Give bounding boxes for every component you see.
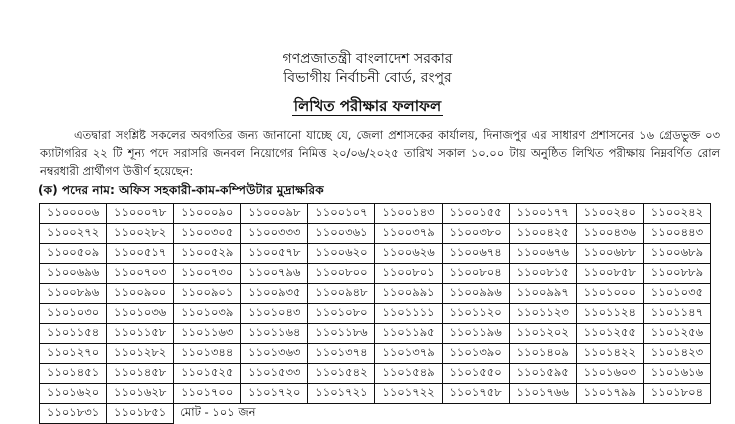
roll-number-cell: ১১০০৫১৭ (107, 244, 174, 264)
roll-number-cell: ১১০০৯৯৭ (509, 284, 576, 304)
roll-number-table (39, 203, 711, 424)
roll-number-cell: ১১০১১৬৩ (174, 324, 241, 344)
roll-number-cell: ১১০০৬২০ (308, 244, 375, 264)
roll-number-cell: ১১০১১৫৮ (107, 324, 174, 344)
roll-number-cell: ১১০০০৯৮ (241, 204, 308, 224)
roll-number-cell: ১১০১২৭০ (40, 344, 107, 364)
roll-number-cell: ১১০০২৮২ (107, 224, 174, 244)
roll-number-cell: ১১০১৫৩৩ (241, 364, 308, 384)
roll-number-cell: ১১০০৮৫৮ (576, 264, 643, 284)
roll-number-cell: ১১০১৫২৫ (174, 364, 241, 384)
roll-number-cell: ১১০১৭৯৯ (576, 384, 643, 404)
roll-number-cell: ১১০০৫২৯ (174, 244, 241, 264)
roll-number-cell: ১১০০৬৯৬ (40, 264, 107, 284)
roll-number-cell: ১১০০৬৮৮ (576, 244, 643, 264)
table-row (40, 344, 711, 364)
roll-number-cell: ১১০১৪৫১ (40, 364, 107, 384)
roll-number-cell: ১১০১০৩০ (40, 304, 107, 324)
roll-number-cell: ১১০১৬২০ (40, 384, 107, 404)
roll-number-cell: ১১০১০৪৩ (241, 304, 308, 324)
roll-number-cell: ১১০১২৮২ (107, 344, 174, 364)
roll-number-cell: ১১০১১৯৫ (375, 324, 442, 344)
roll-number-cell: ১১০১৩৬৩ (241, 344, 308, 364)
roll-number-cell: ১১০১৩৯০ (442, 344, 509, 364)
roll-number-cell: ১১০০১৫৫ (442, 204, 509, 224)
board-name: বিভাগীয় নির্বাচনী বোর্ড, রংপুর (283, 70, 452, 86)
roll-number-cell: ১১০০৬৭৬ (509, 244, 576, 264)
roll-number-cell: ১১০১২৫৬ (643, 324, 710, 344)
roll-number-cell: ১১০১৮০৪ (643, 384, 710, 404)
roll-number-cell: ১১০০৯৯৬ (442, 284, 509, 304)
roll-number-cell: ১১০১১২৩ (509, 304, 576, 324)
table-row (40, 264, 711, 284)
roll-number-cell: ১১০১১২৪ (576, 304, 643, 324)
roll-number-cell: ১১০০৩৮০ (442, 224, 509, 244)
roll-number-cell: ১১০০৯৩৫ (241, 284, 308, 304)
roll-number-cell: ১১০১৩৭৯ (375, 344, 442, 364)
table-row (40, 364, 711, 384)
roll-number-cell: ১১০০০৯০ (174, 204, 241, 224)
roll-number-cell: ১১০১১৯৬ (442, 324, 509, 344)
table-row (40, 204, 711, 224)
roll-number-cell: ১১০১৬২৮ (107, 384, 174, 404)
roll-number-cell: ১১০০৭০৩ (107, 264, 174, 284)
roll-number-cell: ১১০১৭০০ (174, 384, 241, 404)
roll-number-cell: ১১০১৪৫৮ (107, 364, 174, 384)
roll-number-cell: ১১০০৫৭৮ (241, 244, 308, 264)
roll-number-cell: ১১০০১০৭ (308, 204, 375, 224)
table-row (40, 244, 711, 264)
roll-number-cell: ১১০১৮৫১ (107, 404, 174, 424)
roll-number-cell: ১১০১০৮০ (308, 304, 375, 324)
roll-number-cell: ১১০১৪২৩ (643, 344, 710, 364)
roll-number-cell: ১১০০৫০৯ (40, 244, 107, 264)
roll-number-cell: ১১০১১৪৭ (643, 304, 710, 324)
roll-number-cell: ১১০১৭২২ (375, 384, 442, 404)
roll-number-cell: ১১০১৬১৬ (643, 364, 710, 384)
roll-number-cell: ১১০০৬৭৪ (442, 244, 509, 264)
roll-number-cell: ১১০১৫৯৫ (509, 364, 576, 384)
roll-number-cell: ১১০০৯৪৮ (308, 284, 375, 304)
roll-number-cell: ১১০০১৪৩ (375, 204, 442, 224)
roll-number-cell: ১১০১৪০৯ (509, 344, 576, 364)
roll-number-cell: ১১০১০৩৬ (107, 304, 174, 324)
roll-number-cell: ১১০০৮৮৯ (643, 264, 710, 284)
roll-number-cell: ১১০০৯০১ (174, 284, 241, 304)
roll-number-cell: ১১০১৩৪৪ (174, 344, 241, 364)
roll-number-cell: ১১০০৪৩৬ (576, 224, 643, 244)
roll-number-cell: ১১০১৪২২ (576, 344, 643, 364)
roll-number-cell: ১১০০৮৯৬ (40, 284, 107, 304)
section-heading: (ক) পদের নাম: অফিস সহকারী-কাম-কম্পিউটার মুদ্রাক্ষরিক (38, 183, 324, 197)
notice-paragraph: এতদ্বারা সংশ্লিষ্ট সকলের অবগতির জন্য জানানো যাচ্ছে যে, জেলা প্রশাসকের কার্যালয়, দিনাজপুর এর সাধারণ প্রশাসনের ১৬ গ্রেডভুক্ত ০৩ ক্যাটাগরির ২২ টি শূন্য পদে সরাসরি জনবল নিয়োগের নিমিত্ত ২০/০৬/২০২৫ তারিখ সকাল ১০.০০ টায় অনুষ্ঠিত লিখিত পরীক্ষায় নিম্নবর্ণিত রোল নম্বরধারী প্রার্থীগণ উত্তীর্ণ হয়েছেন: (40, 128, 720, 178)
table-row (40, 404, 711, 424)
roll-number-cell: ১১০০৭৩০ (174, 264, 241, 284)
roll-number-cell: ১১০০৪২৫ (509, 224, 576, 244)
roll-number-cell: ১১০০৯৯১ (375, 284, 442, 304)
roll-number-cell: ১১০১২৫৫ (576, 324, 643, 344)
roll-number-cell: ১১০০৮০৪ (442, 264, 509, 284)
roll-number-cell: ১১০১১২০ (442, 304, 509, 324)
roll-number-cell: ১১০১০০০ (576, 284, 643, 304)
roll-number-cell: ১১০০৪৪৩ (643, 224, 710, 244)
total-count: মোট - ১০১ জন (174, 404, 711, 424)
roll-number-cell: ১১০১১৬৪ (241, 324, 308, 344)
roll-number-cell: ১১০১৫৪৯ (375, 364, 442, 384)
roll-number-cell: ১১০০৬২৬ (375, 244, 442, 264)
roll-number-cell: ১১০১৫৫০ (442, 364, 509, 384)
roll-number-cell: ১১০০২৭২ (40, 224, 107, 244)
roll-number-cell: ১১০০৩৬১ (308, 224, 375, 244)
table-row (40, 224, 711, 244)
roll-number-cell: ১১০০০৭৮ (107, 204, 174, 224)
roll-number-cell: ১১০১১৮৬ (308, 324, 375, 344)
roll-number-cell: ১১০০৩৩৩ (241, 224, 308, 244)
roll-number-cell: ১১০০২৪২ (643, 204, 710, 224)
roll-number-cell: ১১০০১৭৭ (509, 204, 576, 224)
roll-number-cell: ১১০১১১১ (375, 304, 442, 324)
roll-number-cell: ১১০১৭৫৮ (442, 384, 509, 404)
table-row (40, 384, 711, 404)
roll-number-cell: ১১০১০৩৫ (643, 284, 710, 304)
roll-number-cell: ১১০০৩৭৯ (375, 224, 442, 244)
roll-number-cell: ১১০১৩৭৪ (308, 344, 375, 364)
roll-number-cell: ১১০০২৪০ (576, 204, 643, 224)
table-row (40, 304, 711, 324)
roll-number-cell: ১১০১৬০৩ (576, 364, 643, 384)
government-name: গণপ্রজাতন্ত্রী বাংলাদেশ সরকার (282, 51, 453, 67)
document-title: লিখিত পরীক্ষার ফলাফল (293, 97, 442, 115)
roll-number-cell: ১১০০৯০০ (107, 284, 174, 304)
roll-number-cell: ১১০১৭২০ (241, 384, 308, 404)
roll-number-cell: ১১০১২০২ (509, 324, 576, 344)
roll-number-cell: ১১০০৮১৫ (509, 264, 576, 284)
roll-number-cell: ১১০০৬৮৯ (643, 244, 710, 264)
roll-number-cell: ১১০০৮০০ (308, 264, 375, 284)
roll-number-cell: ১১০০৩০৫ (174, 224, 241, 244)
roll-number-cell: ১১০০৭৯৬ (241, 264, 308, 284)
roll-number-cell: ১১০০৮০১ (375, 264, 442, 284)
roll-number-cell: ১১০১১৫৪ (40, 324, 107, 344)
roll-number-cell: ১১০১৭২১ (308, 384, 375, 404)
roll-number-cell: ১১০১৮৩১ (40, 404, 107, 424)
roll-number-cell: ১১০১৫৪২ (308, 364, 375, 384)
table-row (40, 324, 711, 344)
roll-number-cell: ১১০০০০৬ (40, 204, 107, 224)
roll-number-cell: ১১০১৭৬৬ (509, 384, 576, 404)
table-row (40, 284, 711, 304)
roll-number-cell: ১১০১০৩৯ (174, 304, 241, 324)
